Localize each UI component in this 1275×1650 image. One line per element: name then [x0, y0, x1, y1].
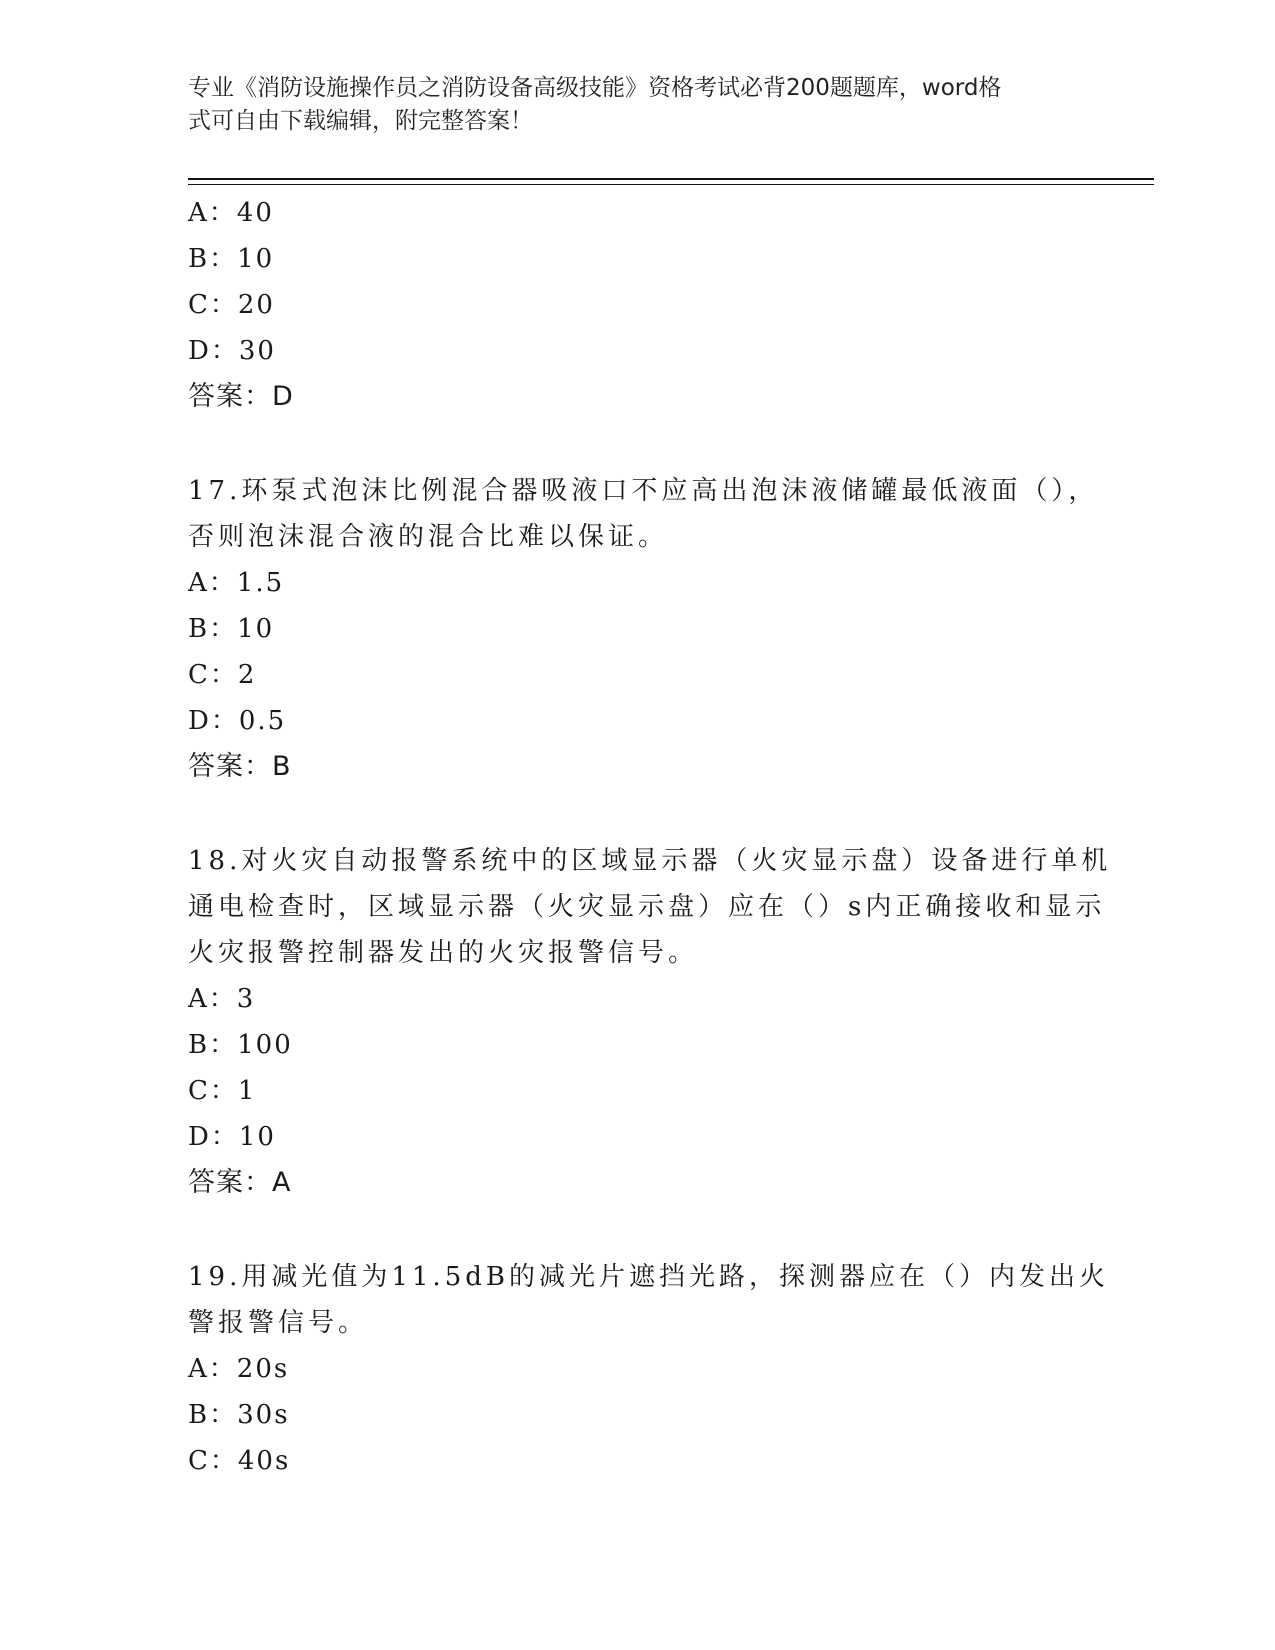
option-b: B：10	[188, 614, 275, 644]
question-18	[188, 838, 1112, 1206]
option-d: D：10	[188, 1122, 276, 1152]
option-c: C：2	[188, 660, 257, 690]
question-text-line: 19.用减光值为11.5dB的减光片遮挡光路，探测器应在（）内发出火	[188, 1262, 1109, 1292]
answer: 答案：B	[188, 751, 292, 782]
question-16-continuation	[188, 190, 1108, 420]
answer: 答案：A	[188, 1167, 292, 1198]
option-a: A：40	[188, 198, 274, 228]
question-text-line: 17.环泵式泡沫比例混合器吸液口不应高出泡沫液储罐最低液面（），	[188, 476, 1099, 506]
option-d: D：30	[188, 336, 276, 366]
question-text-line: 18.对火灾自动报警系统中的区域显示器（火灾显示盘）设备进行单机	[188, 846, 1112, 876]
question-text-line: 否则泡沫混合液的混合比难以保证。	[188, 522, 669, 552]
option-c: C：1	[188, 1076, 257, 1106]
option-a: A：20s	[188, 1354, 290, 1384]
header-line-2: 式可自由下载编辑，附完整答案！	[188, 108, 533, 134]
document-header	[188, 72, 1088, 138]
header-divider-thick	[188, 178, 1154, 180]
option-d: D：0.5	[188, 706, 287, 736]
option-b: B：30s	[188, 1400, 290, 1430]
option-a: A：1.5	[188, 568, 285, 598]
header-divider-thin	[188, 184, 1154, 185]
question-text-line: 火灾报警控制器发出的火灾报警信号。	[188, 938, 699, 968]
option-c: C：40s	[188, 1446, 291, 1476]
option-b: B：10	[188, 244, 275, 274]
spacer	[188, 420, 1108, 468]
answer: 答案：D	[188, 381, 294, 412]
question-text-line: 通电检查时，区域显示器（火灾显示盘）应在（）s内正确接收和显示	[188, 892, 1106, 922]
question-17	[188, 468, 1108, 790]
question-19	[188, 1254, 1108, 1484]
option-c: C：20	[188, 290, 275, 320]
option-a: A：3	[188, 984, 256, 1014]
question-text-line: 警报警信号。	[188, 1308, 369, 1338]
spacer	[188, 790, 1108, 838]
header-line-1: 专业《消防设施操作员之消防设备高级技能》资格考试必背200题题库，word格	[188, 75, 1002, 101]
spacer	[188, 1206, 1108, 1254]
option-b: B：100	[188, 1030, 293, 1060]
document-content	[188, 190, 1112, 1484]
